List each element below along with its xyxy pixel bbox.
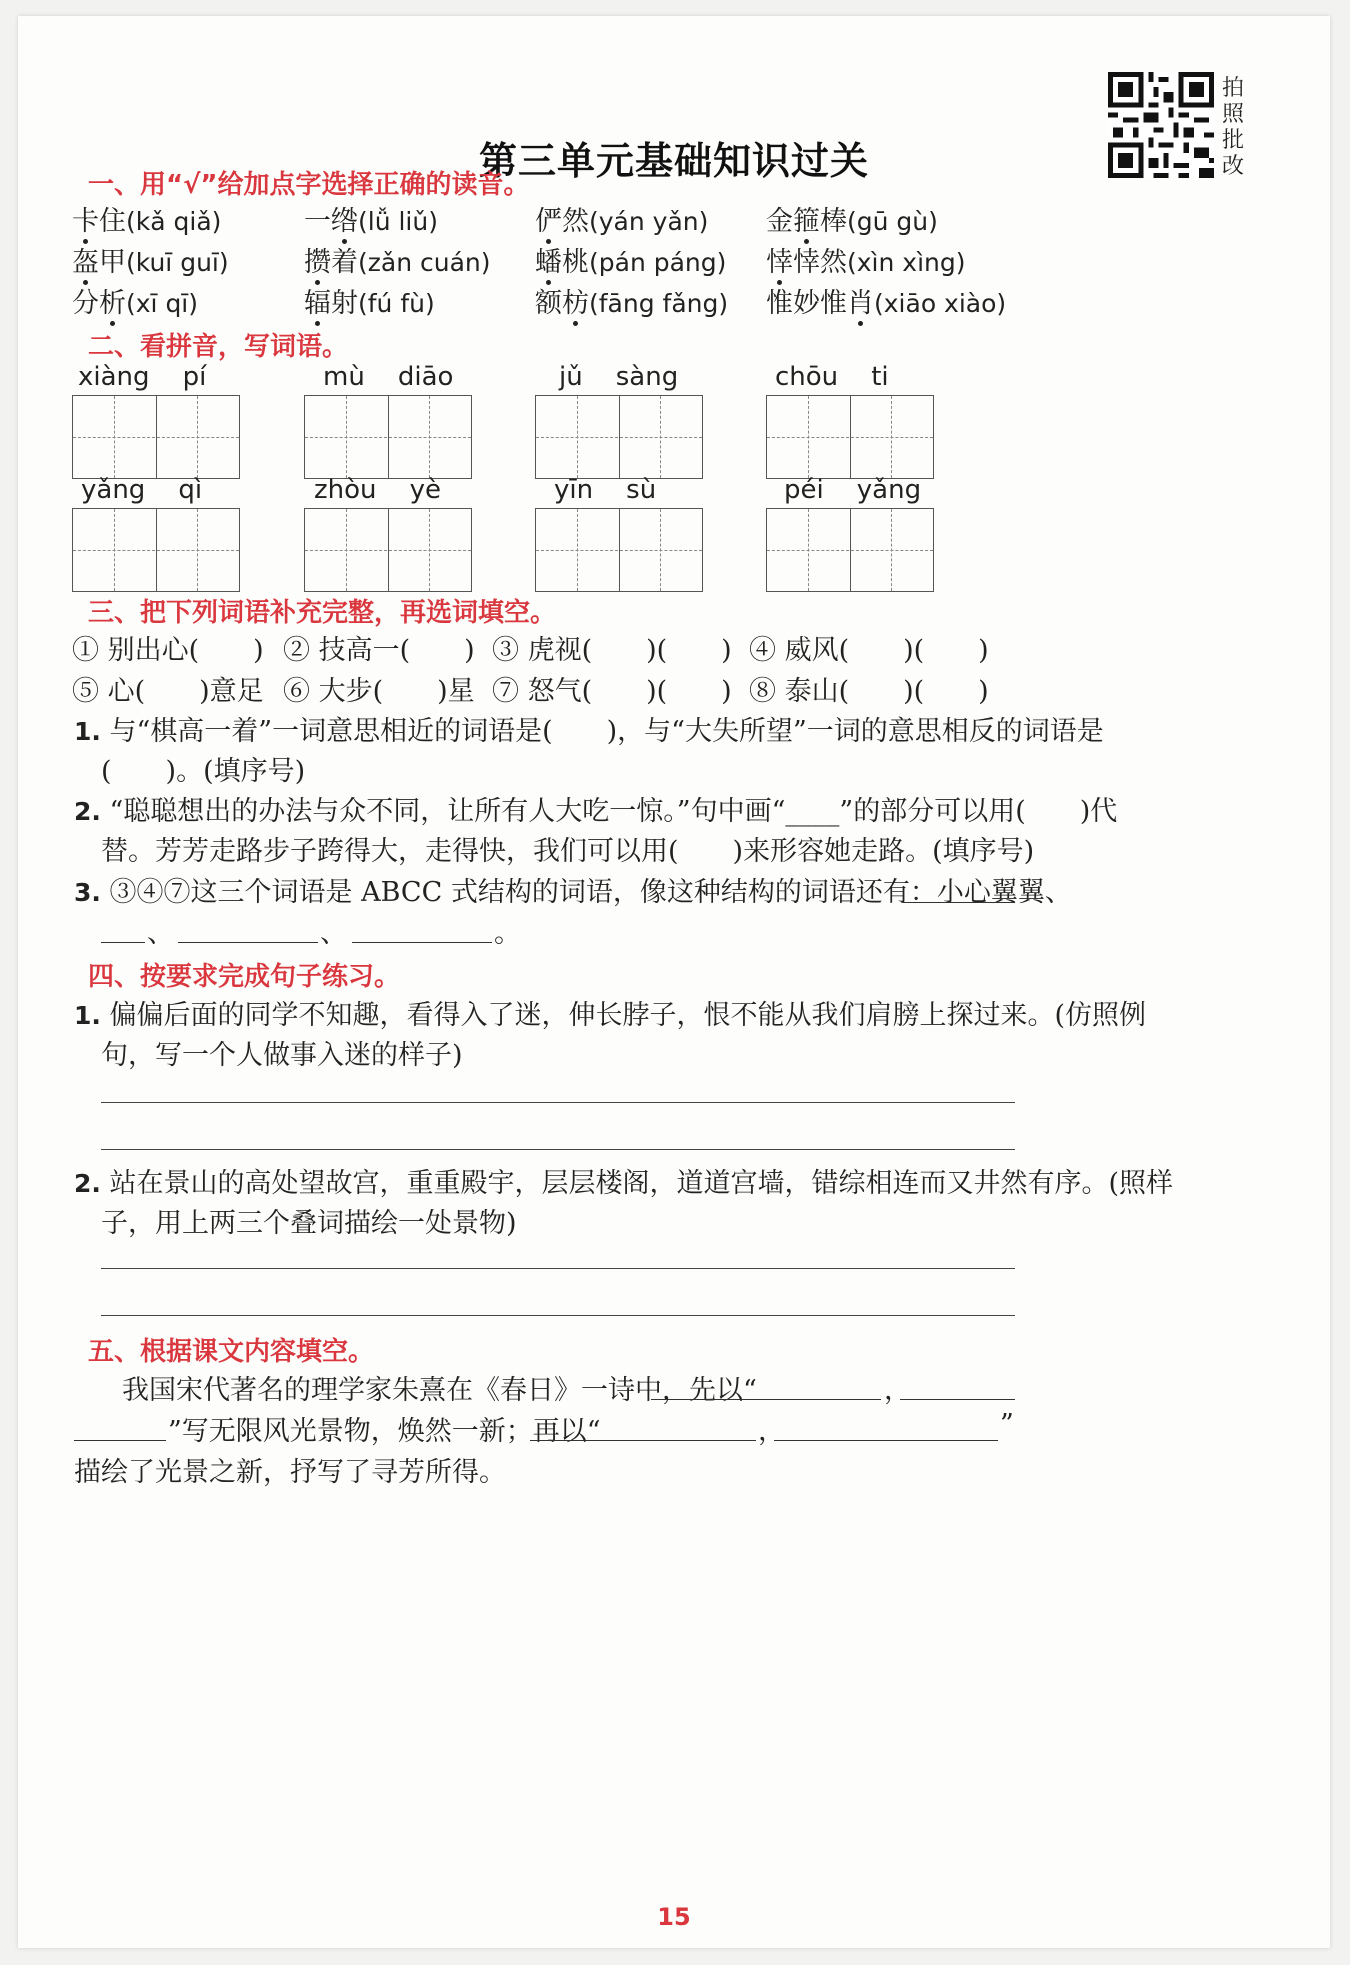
idiom-fill-item[interactable]: ⑤ 心( )意足	[72, 676, 264, 707]
idiom-fill-item[interactable]: ⑦ 怒气( )( )	[492, 676, 732, 707]
answer-line[interactable]	[101, 1149, 1015, 1150]
s1-item[interactable]: 悻悻然(xìn xìng)	[766, 247, 966, 278]
separator: ”	[1000, 1409, 1014, 1440]
writing-grid[interactable]	[535, 395, 703, 479]
pinyin-label: chōu ti	[775, 362, 889, 392]
answer-blank[interactable]	[101, 942, 145, 943]
worksheet-page	[18, 16, 1330, 1948]
writing-grid[interactable]	[304, 508, 472, 592]
qr-label-char: 改	[1221, 154, 1244, 179]
answer-blank[interactable]	[651, 1399, 881, 1400]
answer-blank[interactable]	[74, 1440, 166, 1441]
s1-item[interactable]: 辐射(fú fù)	[304, 288, 435, 319]
scan-to-grade-label	[1220, 76, 1246, 180]
s1-item[interactable]: 分析(xī qī)	[72, 288, 199, 319]
pinyin-label: péi yǎng	[784, 475, 922, 505]
s1-item[interactable]: 盔甲(kuī guī)	[72, 247, 229, 278]
pinyin-label: xiàng pí	[78, 362, 207, 392]
question-line: 句，写一个人做事入迷的样子)	[101, 1040, 463, 1071]
s1-item[interactable]: 金箍棒(gū gù)	[766, 206, 938, 237]
idiom-fill-item[interactable]: ③ 虎视( )( )	[492, 635, 732, 666]
section-3-heading: 三、把下列词语补充完整，再选词填空。	[88, 598, 557, 628]
question-line: 3. ③④⑦这三个词语是 ABCC 式结构的词语，像这种结构的词语还有：小心翼翼、	[74, 877, 1072, 908]
question-line: 2. 站在景山的高处望故宫，重重殿宇，层层楼阁，道道宫墙，错综相连而又井然有序。(照样	[74, 1168, 1174, 1199]
question-line[interactable]: ( )。(填序号)	[101, 756, 306, 787]
section-4-heading: 四、按要求完成句子练习。	[88, 962, 401, 992]
s1-item[interactable]: 攒着(zǎn cuán)	[304, 247, 491, 278]
qr-code-icon	[1108, 72, 1214, 178]
question-line: 1. 与“棋高一着”一词意思相近的词语是( )，与“大失所望”一词的意思相反的词语是	[74, 716, 1104, 747]
section-5-heading: 五、根据课文内容填空。	[88, 1337, 375, 1367]
separator: ，	[884, 1375, 911, 1406]
idiom-fill-item[interactable]: ② 技高一( )	[283, 635, 475, 666]
s1-item[interactable]: 一绺(lǚ liǔ)	[304, 206, 438, 237]
answer-blank[interactable]	[178, 942, 318, 943]
writing-grid[interactable]	[72, 395, 240, 479]
question-line: 1. 偏偏后面的同学不知趣，看得入了迷，伸长脖子，恨不能从我们肩膀上探过来。(仿照例	[74, 1000, 1147, 1031]
separator: 、	[147, 918, 174, 949]
writing-grid[interactable]	[304, 395, 472, 479]
qr-label-char: 拍	[1221, 76, 1244, 101]
poem-text: ”写无限风光景物，焕然一新；再以“	[168, 1416, 601, 1447]
answer-line[interactable]	[101, 1102, 1015, 1103]
section-1-heading: 一、用“√”给加点字选择正确的读音。	[88, 170, 530, 200]
pinyin-label: yǎng qì	[81, 475, 203, 505]
answer-blank[interactable]	[352, 942, 492, 943]
separator: ，	[758, 1416, 785, 1447]
pinyin-label: mù diāo	[323, 362, 454, 392]
answer-blank[interactable]	[900, 1399, 1015, 1400]
writing-grid[interactable]	[766, 395, 934, 479]
s1-item[interactable]: 惟妙惟肖(xiāo xiào)	[766, 288, 1007, 319]
page-title: 第三单元基础知识过关	[478, 139, 869, 183]
separator: 。	[494, 918, 521, 949]
question-line[interactable]: 替。芳芳走路步子跨得大，走得快，我们可以用( )来形容她走路。(填序号)	[101, 836, 1035, 867]
pinyin-label: jǔ sàng	[559, 362, 679, 392]
s1-item[interactable]: 额枋(fāng fǎng)	[535, 288, 729, 319]
page-number: 15	[657, 1903, 691, 1931]
question-line: 子，用上两三个叠词描绘一处景物)	[101, 1208, 517, 1239]
poem-text: 描绘了光景之新，抒写了寻芳所得。	[74, 1457, 506, 1488]
idiom-fill-item[interactable]: ⑥ 大步( )星	[283, 676, 475, 707]
writing-grid[interactable]	[72, 508, 240, 592]
section-2-heading: 二、看拼音，写词语。	[88, 332, 349, 362]
pinyin-label: yīn sù	[554, 475, 657, 505]
writing-grid[interactable]	[766, 508, 934, 592]
s1-item[interactable]: 俨然(yán yǎn)	[535, 206, 709, 237]
question-line: 2. “聪聪想出的办法与众不同，让所有人大吃一惊。”句中画“____”的部分可以用( )代	[74, 796, 1118, 827]
s1-item[interactable]: 卡住(kǎ qiǎ)	[72, 206, 222, 237]
separator: 、	[320, 918, 347, 949]
s1-item[interactable]: 蟠桃(pán páng)	[535, 247, 727, 278]
pinyin-label: zhòu yè	[314, 475, 441, 505]
answer-line[interactable]	[101, 1315, 1015, 1316]
qr-label-char: 照	[1221, 102, 1244, 127]
answer-blank[interactable]	[903, 902, 1015, 903]
idiom-fill-item[interactable]: ⑧ 泰山( )( )	[749, 676, 989, 707]
writing-grid[interactable]	[535, 508, 703, 592]
qr-label-char: 批	[1221, 128, 1244, 153]
answer-line[interactable]	[101, 1268, 1015, 1269]
answer-blank[interactable]	[530, 1440, 756, 1441]
idiom-fill-item[interactable]: ① 别出心( )	[72, 635, 264, 666]
poem-text: 我国宋代著名的理学家朱熹在《春日》一诗中，先以“	[122, 1375, 757, 1406]
idiom-fill-item[interactable]: ④ 威风( )( )	[749, 635, 989, 666]
answer-blank[interactable]	[774, 1440, 998, 1441]
